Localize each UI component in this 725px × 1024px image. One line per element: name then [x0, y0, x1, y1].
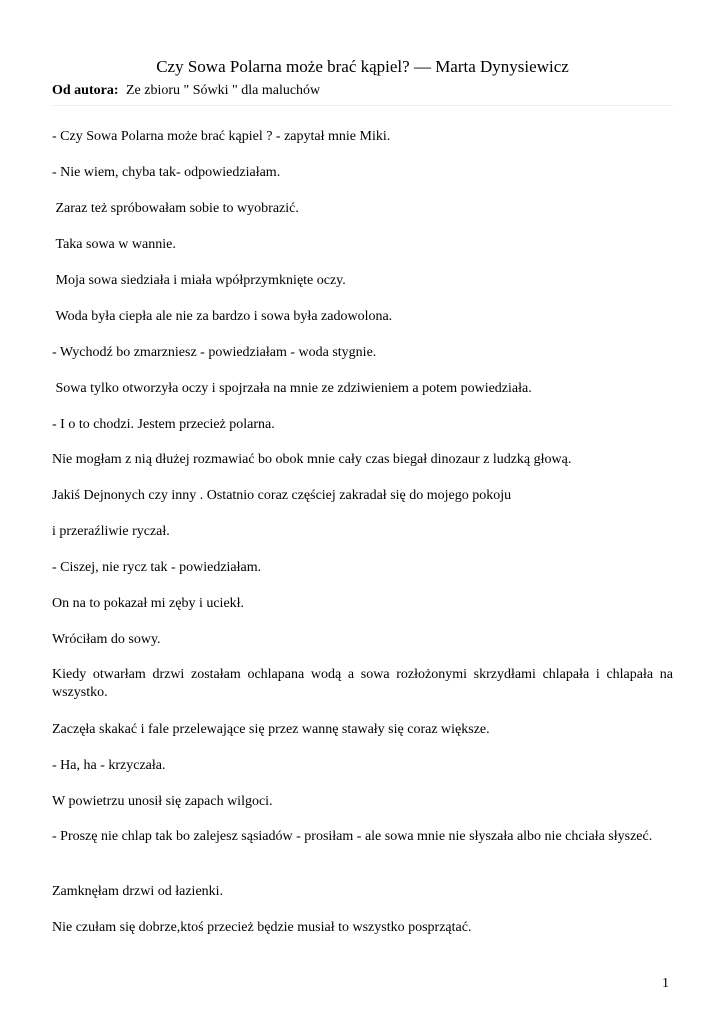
paragraph: Moja sowa siedziała i miała wpółprzymknięte oczy. [52, 273, 346, 288]
paragraph: Jakiś Dejnonych czy inny . Ostatnio coraz częściej zakradał się do mojego pokoju [52, 488, 512, 503]
author-note [52, 82, 320, 100]
paragraph: - I o to chodzi. Jestem przecież polarna. [52, 417, 275, 432]
paragraph: - Czy Sowa Polarna może brać kąpiel ? - zapytał mnie Miki. [52, 129, 391, 144]
document-title: Czy Sowa Polarna może brać kąpiel? — Marta Dynysiewicz [156, 57, 569, 76]
paragraph: Zaczęła skakać i fale przelewające się przez wannę stawały się coraz większe. [52, 722, 490, 737]
paragraph: On na to pokazał mi zęby i uciekł. [52, 596, 245, 611]
paragraph: Wróciłam do sowy. [52, 632, 161, 647]
page-number: 1 [662, 976, 669, 991]
paragraph: - Nie wiem, chyba tak- odpowiedziałam. [52, 165, 281, 180]
author-note-label: Od autora: [52, 83, 119, 98]
paragraph: Nie czułam się dobrze,ktoś przecież będzie musiał to wszystko posprzątać. [52, 920, 472, 935]
paragraph: - Ciszej, nie rycz tak - powiedziałam. [52, 560, 262, 575]
author-note-text: Ze zbioru " Sówki " dla maluchów [126, 83, 321, 98]
paragraph: Kiedy otwarłam drzwi zostałam ochlapana wodą a sowa rozłożonymi skrzydłami chlapała i chlapała na wszystko. [52, 667, 677, 700]
paragraph: W powietrzu unosił się zapach wilgoci. [52, 794, 273, 809]
paragraph: Zamknęłam drzwi od łazienki. [52, 884, 224, 899]
paragraph: Taka sowa w wannie. [52, 237, 176, 252]
paragraph: Zaraz też spróbowałam sobie to wyobrazić. [52, 201, 299, 216]
paragraph: - Wychodź bo zmarzniesz - powiedziałam - woda stygnie. [52, 345, 377, 360]
paragraph: Woda była ciepła ale nie za bardzo i sowa była zadowolona. [52, 309, 393, 324]
header-divider [52, 105, 673, 106]
paragraph: - Ha, ha - krzyczała. [52, 758, 166, 773]
paragraph: Sowa tylko otworzyła oczy i spojrzała na mnie ze zdziwieniem a potem powiedziała. [52, 381, 532, 396]
paragraph: - Proszę nie chlap tak bo zalejesz sąsiadów - prosiłam - ale sowa mnie nie słyszała albo nie chciała słyszeć. [52, 829, 653, 844]
paragraph: Nie mogłam z nią dłużej rozmawiać bo obok mnie cały czas biegał dinozaur z ludzką głową. [52, 452, 572, 467]
paragraph: i przeraźliwie ryczał. [52, 524, 170, 539]
